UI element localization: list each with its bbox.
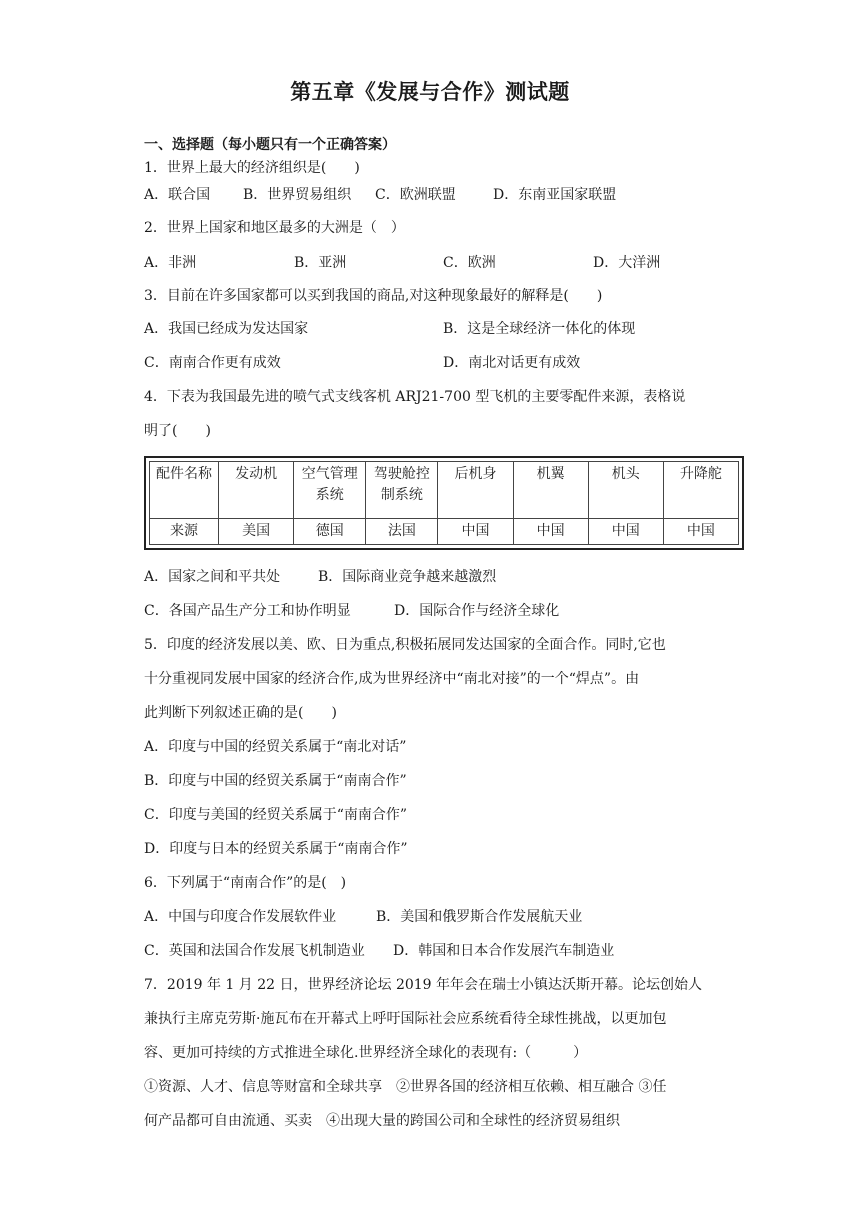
question-1-stem: 1．世界上最大的经济组织是( ) — [144, 160, 360, 176]
option-d: D．东南亚国家联盟 — [493, 187, 617, 203]
question-5-option-b: B．印度与中国的经贸关系属于“南南合作” — [144, 773, 407, 789]
question-3-options-row2 — [144, 353, 744, 373]
option-b: B．美国和俄罗斯合作发展航天业 — [376, 909, 583, 925]
option-c: C．南南合作更有成效 — [144, 355, 281, 371]
option-a: A．非洲 — [144, 255, 197, 271]
table-cell: 机头 — [588, 462, 663, 519]
question-4-options-row2 — [144, 601, 744, 621]
section-heading: 一、选择题（每小题只有一个正确答案） — [144, 137, 396, 153]
question-6-options-row1 — [144, 907, 744, 927]
option-d: D．国际合作与经济全球化 — [394, 603, 560, 619]
question-3-options-row1 — [144, 319, 744, 339]
question-4-stem-line1: 4．下表为我国最先进的喷气式支线客机 ARJ21-700 型飞机的主要零配件来源，表格说 — [144, 389, 686, 405]
table-cell: 中国 — [513, 519, 588, 545]
question-7-stem-line3: 容、更加可持续的方式推进全球化.世界经济全球化的表现有:（ ） — [144, 1045, 588, 1061]
question-5-stem-line1: 5．印度的经济发展以美、欧、日为重点,积极拓展同发达国家的全面合作。同时,它也 — [144, 637, 666, 653]
table-cell: 德国 — [294, 519, 366, 545]
table-cell: 后机身 — [438, 462, 513, 519]
option-d: D．韩国和日本合作发展汽车制造业 — [393, 943, 615, 959]
question-2-options — [144, 253, 744, 273]
option-b: B．亚洲 — [294, 255, 347, 271]
table-cell: 机翼 — [513, 462, 588, 519]
option-c: C．欧洲联盟 — [375, 187, 456, 203]
table-cell: 来源 — [150, 519, 219, 545]
option-d: D．南北对话更有成效 — [443, 355, 581, 371]
option-c: C．各国产品生产分工和协作明显 — [144, 603, 351, 619]
table-cell: 空气管理系统 — [294, 462, 366, 519]
question-7-stem-line2: 兼执行主席克劳斯·施瓦布在开幕式上呼吁国际社会应系统看待全球性挑战，以更加包 — [144, 1011, 667, 1027]
option-a: A．联合国 — [144, 187, 211, 203]
question-4-options-row1 — [144, 567, 744, 587]
option-b: B．世界贸易组织 — [243, 187, 352, 203]
question-2-stem: 2．世界上国家和地区最多的大洲是（ ） — [144, 220, 405, 236]
table-cell: 发动机 — [219, 462, 294, 519]
question-5-option-c: C．印度与美国的经贸关系属于“南南合作” — [144, 807, 408, 823]
option-b: B．国际商业竞争越来越激烈 — [318, 569, 497, 585]
question-5-stem-line2: 十分重视同发展中国家的经济合作,成为世界经济中“南北对接”的一个“焊点”。由 — [144, 671, 640, 687]
question-7-stem-line1: 7．2019 年 1 月 22 日，世界经济论坛 2019 年年会在瑞士小镇达沃斯开幕。论坛创始人 — [144, 977, 703, 993]
table-header-row — [150, 462, 739, 519]
option-a: A．我国已经成为发达国家 — [144, 321, 309, 337]
parts-source-table — [144, 456, 744, 550]
question-6-stem: 6．下列属于“南南合作”的是( ) — [144, 875, 347, 891]
table-cell: 中国 — [438, 519, 513, 545]
option-a: A．国家之间和平共处 — [144, 569, 281, 585]
question-7-stem-line5: 何产品都可自由流通、买卖 ④出现大量的跨国公司和全球性的经济贸易组织 — [144, 1113, 620, 1129]
table-cell: 美国 — [219, 519, 294, 545]
question-5-stem-line3: 此判断下列叙述正确的是( ) — [144, 705, 337, 721]
question-6-options-row2 — [144, 941, 744, 961]
question-4-stem-line2: 明了( ) — [144, 423, 211, 439]
question-7-stem-line4: ①资源、人才、信息等财富和全球共享 ②世界各国的经济相互依赖、相互融合 ③任 — [144, 1079, 667, 1095]
page-title: 第五章《发展与合作》测试题 — [290, 80, 570, 104]
option-a: A．中国与印度合作发展软件业 — [144, 909, 337, 925]
option-c: C．欧洲 — [443, 255, 496, 271]
option-b: B．这是全球经济一体化的体现 — [443, 321, 636, 337]
table-cell: 驾驶舱控制系统 — [366, 462, 438, 519]
question-3-stem: 3．目前在许多国家都可以买到我国的商品,对这种现象最好的解释是( ) — [144, 288, 603, 304]
table-cell: 中国 — [588, 519, 663, 545]
table-cell: 配件名称 — [150, 462, 219, 519]
table-cell: 中国 — [663, 519, 738, 545]
table-cell: 法国 — [366, 519, 438, 545]
table-cell: 升降舵 — [663, 462, 738, 519]
question-1-options — [144, 185, 744, 205]
question-5-option-d: D．印度与日本的经贸关系属于“南南合作” — [144, 841, 408, 857]
option-d: D．大洋洲 — [593, 255, 661, 271]
option-c: C．英国和法国合作发展飞机制造业 — [144, 943, 365, 959]
table-source-row — [150, 519, 739, 545]
question-5-option-a: A．印度与中国的经贸关系属于“南北对话” — [144, 739, 407, 755]
